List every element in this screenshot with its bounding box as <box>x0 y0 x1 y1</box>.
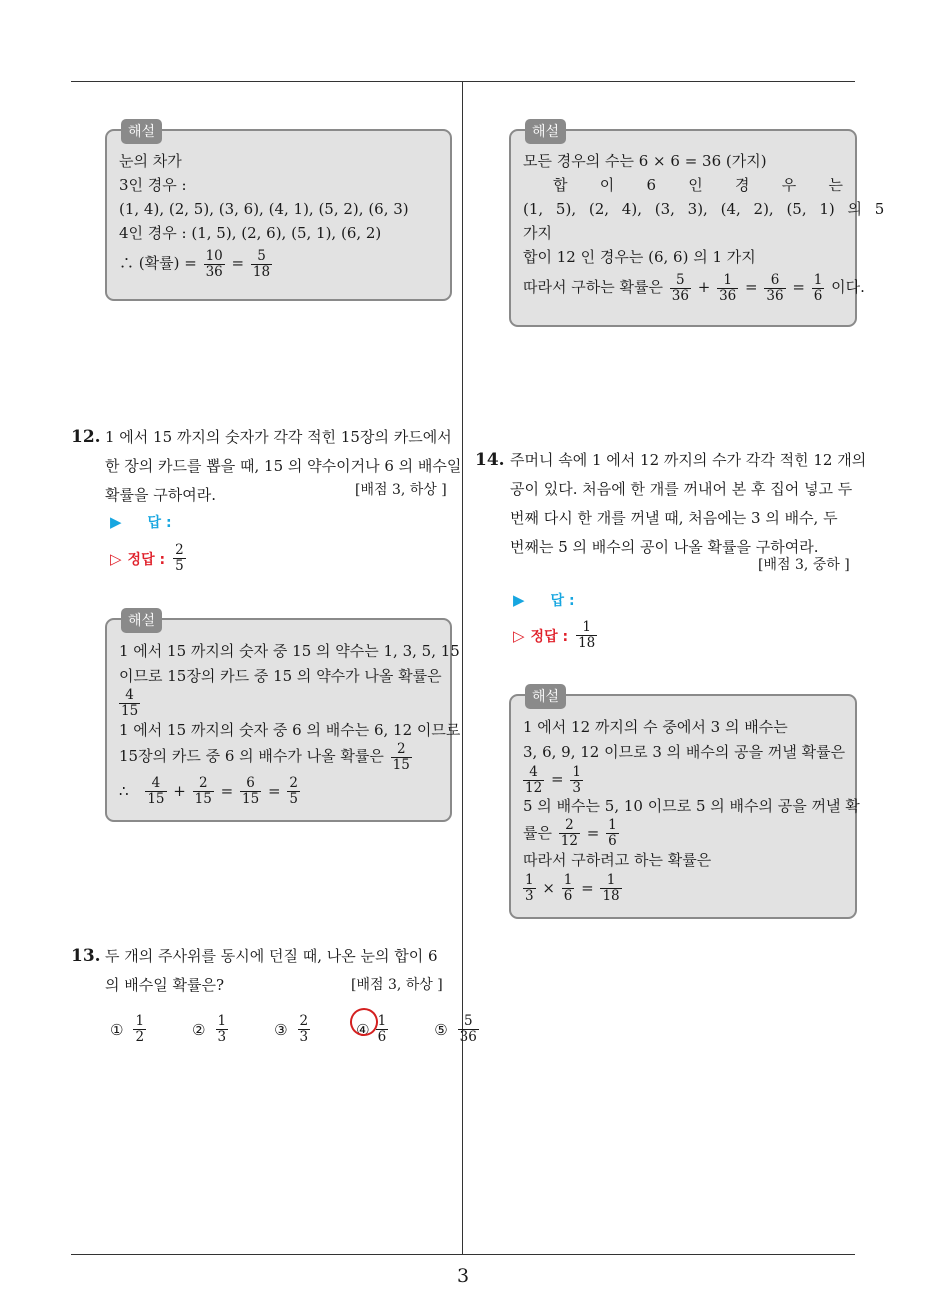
solution-line <box>523 870 843 906</box>
correct-answer-line <box>513 620 599 651</box>
question-meta: [배점 3, 하상 ] <box>355 482 447 498</box>
bottom-rule <box>71 1254 855 1255</box>
answer-line <box>110 512 172 532</box>
word: 인 <box>688 176 703 194</box>
answer-label: 답 : <box>550 593 575 609</box>
fraction: $\frac{1}{18}$ <box>578 619 596 651</box>
question-meta: [배점 3, 중하 ] <box>758 557 850 573</box>
solution-line-justified <box>523 173 843 197</box>
correct-answer-line <box>110 543 188 574</box>
equals: = <box>550 770 564 788</box>
equals: = <box>792 278 805 296</box>
correct-label: 정답 : <box>127 551 166 568</box>
fraction: $\frac{4}{15}$ <box>147 775 165 807</box>
fraction: $\frac{1}{6}$ <box>608 817 617 849</box>
column-divider <box>462 82 463 1254</box>
solution-line: 4인 경우 : (1, 5), (2, 6), (5, 1), (6, 2) <box>119 224 382 242</box>
solution-line <box>119 773 438 809</box>
choice-mark: ④ <box>356 1020 370 1039</box>
question-text: 1 에서 15 까지의 숫자가 각각 적힌 15장의 카드에서 <box>105 428 452 446</box>
solution-line: 따라서 구하려고 하는 확률은 <box>523 850 712 869</box>
choice-3[interactable] <box>274 1014 312 1045</box>
choice-2[interactable] <box>192 1014 230 1045</box>
answer-choices <box>110 1014 525 1045</box>
question-text: 의 배수일 확률은? <box>105 976 225 994</box>
fraction: $\frac{10}{36}$ <box>205 247 223 280</box>
choice-mark: ③ <box>274 1020 288 1039</box>
question-text: 번째 다시 한 개를 꺼낼 때, 처음에는 3 의 배수, 두 <box>510 509 838 527</box>
fraction: $\frac{2}{15}$ <box>392 740 410 773</box>
correct-label: 정답 : <box>530 628 569 645</box>
question-number: 12. <box>71 427 101 447</box>
solution-line: 1 에서 15 까지의 숫자 중 6 의 배수는 6, 12 이므로 <box>119 721 461 739</box>
solution-box-14 <box>509 689 860 919</box>
text: ∴ (확률) = <box>119 254 197 272</box>
question-text: 번째는 5 의 배수의 공이 나올 확률을 구하여라. <box>510 538 819 556</box>
solution-box-prev <box>509 124 885 327</box>
fraction: $\frac{6}{15}$ <box>241 775 260 807</box>
equals: = <box>220 781 234 800</box>
solution-line: 눈의 차가 <box>119 152 182 170</box>
play-outline-icon: ▷ <box>513 626 525 645</box>
solution-line: 이므로 15장의 카드 중 15 의 약수가 나올 확률은 <box>119 667 442 685</box>
answer-line <box>513 590 575 610</box>
top-rule <box>71 81 855 82</box>
solution-line <box>523 816 843 850</box>
play-outline-icon: ▷ <box>110 549 122 568</box>
question-number: 14. <box>475 450 505 470</box>
fraction: $\frac{1}{3}$ <box>525 872 534 904</box>
text: 따라서 구하는 확률은 <box>523 278 663 296</box>
question-text: 두 개의 주사위를 동시에 던질 때, 나온 눈의 합이 6 <box>105 947 438 965</box>
plus: + <box>697 278 711 296</box>
fraction: $\frac{1}{36}$ <box>719 271 737 304</box>
solution-tag: 해설 <box>525 684 566 709</box>
choice-mark: ① <box>110 1020 124 1039</box>
solution-line: 모든 경우의 수는 6 × 6 = 36 (가지) <box>523 152 767 170</box>
solution-line: 5 의 배수는 5, 10 이므로 5 의 배수의 공을 꺼낼 확 <box>523 796 860 815</box>
fraction: $\frac{2}{15}$ <box>194 775 212 807</box>
word: 이 <box>599 176 615 194</box>
choice-1[interactable] <box>110 1014 148 1045</box>
solution-line: 합이 12 인 경우는 (6, 6) 의 1 가지 <box>523 248 756 266</box>
text: 15장의 카드 중 6 의 배수가 나올 확률은 <box>119 747 384 765</box>
fraction: $\frac{6}{36}$ <box>766 271 784 304</box>
text: 률은 <box>523 823 552 842</box>
times: × <box>542 878 555 897</box>
solution-box-11 <box>105 124 452 301</box>
solution-line: (1, 5), (2, 4), (3, 3), (4, 2), (5, 1) 의 5 <box>523 200 885 218</box>
fraction: $\frac{2}{3}$ <box>299 1013 309 1045</box>
word: 는 <box>828 176 843 194</box>
fraction: $\frac{1}{6}$ <box>377 1013 387 1045</box>
fraction: $\frac{1}{2}$ <box>135 1013 145 1045</box>
fraction: $\frac{2}{12}$ <box>560 817 578 849</box>
question-text: 공이 있다. 처음에 한 개를 꺼내어 본 후 집어 넣고 두 <box>510 480 853 498</box>
question-meta: [배점 3, 하상 ] <box>351 977 443 993</box>
solution-tag: 해설 <box>525 119 566 144</box>
equals: = <box>267 781 281 800</box>
word: 합 <box>553 176 568 194</box>
text: 이다. <box>831 278 865 296</box>
fraction: $\frac{1}{18}$ <box>602 872 620 904</box>
play-icon: ▶ <box>110 513 122 531</box>
fraction: $\frac{1}{6}$ <box>563 872 573 904</box>
solution-line <box>523 764 843 796</box>
question-text: 한 장의 카드를 뽑을 때, 15 의 약수이거나 6 의 배수일 <box>105 457 462 475</box>
answer-label: 답 : <box>147 515 172 531</box>
fraction: $\frac{5}{36}$ <box>671 271 689 304</box>
word: 6 <box>646 176 657 194</box>
solution-line <box>119 245 438 281</box>
choice-4-selected[interactable] <box>356 1014 390 1045</box>
solution-line: 1 에서 12 까지의 수 중에서 3 의 배수는 <box>523 718 788 736</box>
fraction: $\frac{1}{6}$ <box>813 271 823 304</box>
choice-mark: ② <box>192 1020 206 1039</box>
plus: + <box>173 781 186 800</box>
solution-line: (1, 4), (2, 5), (3, 6), (4, 1), (5, 2), (6, 3) <box>119 200 409 218</box>
fraction: $\frac{4}{12}$ <box>525 763 543 796</box>
solution-line <box>119 741 438 773</box>
word: 경 <box>734 176 750 194</box>
solution-line: 3, 6, 9, 12 이므로 3 의 배수의 공을 꺼낼 확률은 <box>523 743 846 761</box>
word: 우 <box>781 176 797 194</box>
solution-tag: 해설 <box>121 119 162 144</box>
fraction: $\frac{4}{15}$ <box>121 687 139 719</box>
fraction: $\frac{5}{36}$ <box>459 1013 477 1045</box>
choice-mark: ⑤ <box>434 1020 448 1039</box>
question-text: 확률을 구하여라. <box>105 486 216 504</box>
question-text: 주머니 속에 1 에서 12 까지의 수가 각각 적힌 12 개의 <box>510 451 867 469</box>
play-icon: ▶ <box>513 591 525 609</box>
equals: = <box>586 823 600 842</box>
choice-5[interactable] <box>434 1014 481 1045</box>
fraction: $\frac{1}{3}$ <box>217 1013 227 1045</box>
solution-line: 3인 경우 : <box>119 176 187 194</box>
fraction: $\frac{5}{18}$ <box>252 247 271 280</box>
fraction: $\frac{1}{3}$ <box>572 763 581 796</box>
equals: = <box>231 254 245 272</box>
equals: = <box>745 278 758 296</box>
equals: = <box>581 878 594 897</box>
fraction: $\frac{2}{5}$ <box>289 775 298 807</box>
question-number: 13. <box>71 946 101 966</box>
solution-box-12 <box>105 613 461 822</box>
question-14 <box>475 446 865 562</box>
fraction: $\frac{2}{5}$ <box>175 542 184 574</box>
solution-line <box>119 688 438 719</box>
page-number: 3 <box>456 1265 470 1287</box>
solution-line: 1 에서 15 까지의 숫자 중 15 의 약수는 1, 3, 5, 15 <box>119 642 460 660</box>
solution-line <box>523 269 865 305</box>
therefore-symbol: ∴ <box>119 781 129 800</box>
solution-line: 가지 <box>523 224 552 242</box>
solution-tag: 해설 <box>121 608 162 633</box>
